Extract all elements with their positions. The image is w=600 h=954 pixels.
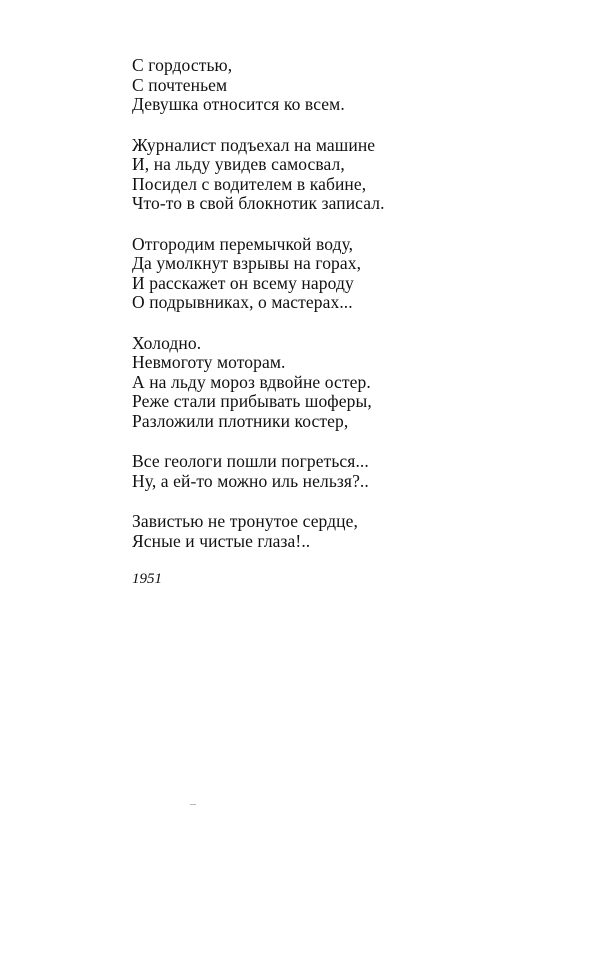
poem-line: О подрывниках, о мастерах... (132, 292, 353, 312)
stanza-3 (132, 235, 552, 313)
poem (132, 56, 552, 588)
stanza-5 (132, 452, 552, 491)
poem-line: Все геологи пошли погреться... (132, 451, 369, 471)
poem-line: Что-то в свой блокнотик записал. (132, 193, 385, 213)
poem-line: Завистью не тронутое сердце, (132, 511, 358, 531)
stanza-6 (132, 512, 552, 551)
poem-line: Отгородим перемычкой воду, (132, 233, 354, 254)
poem-line: Разложили плотники костер, (132, 410, 349, 431)
poem-line: Посидел с водителем в кабине, (132, 173, 367, 194)
poem-line: Ну, а ей-то можно иль нельзя?.. (132, 470, 369, 491)
poem-line: Ясные и чистые глаза!.. (132, 530, 311, 551)
poem-line: А на льду мороз вдвойне остер. (132, 371, 371, 392)
poem-line: И расскажет он всему народу (132, 272, 354, 293)
poem-line: С гордостью, (132, 55, 233, 75)
poem-line: Да умолкнут взрывы на горах, (132, 253, 362, 273)
poem-line: И, на льду увидев самосвал, (132, 154, 345, 174)
stanza-1 (132, 56, 552, 115)
poem-line: Девушка относится ко всем. (132, 94, 345, 114)
stanza-2 (132, 136, 552, 214)
poem-line: Реже стали прибывать шоферы, (132, 391, 372, 411)
stanza-4 (132, 334, 552, 432)
poem-line: Холодно. (132, 332, 202, 353)
poem-line: С почтеньем (132, 74, 228, 95)
scan-speck (190, 804, 196, 805)
poem-line: Журналист подъехал на машине (132, 134, 376, 155)
poem-line: Невмоготу моторам. (132, 352, 286, 372)
poem-date: 1951 (132, 571, 162, 587)
